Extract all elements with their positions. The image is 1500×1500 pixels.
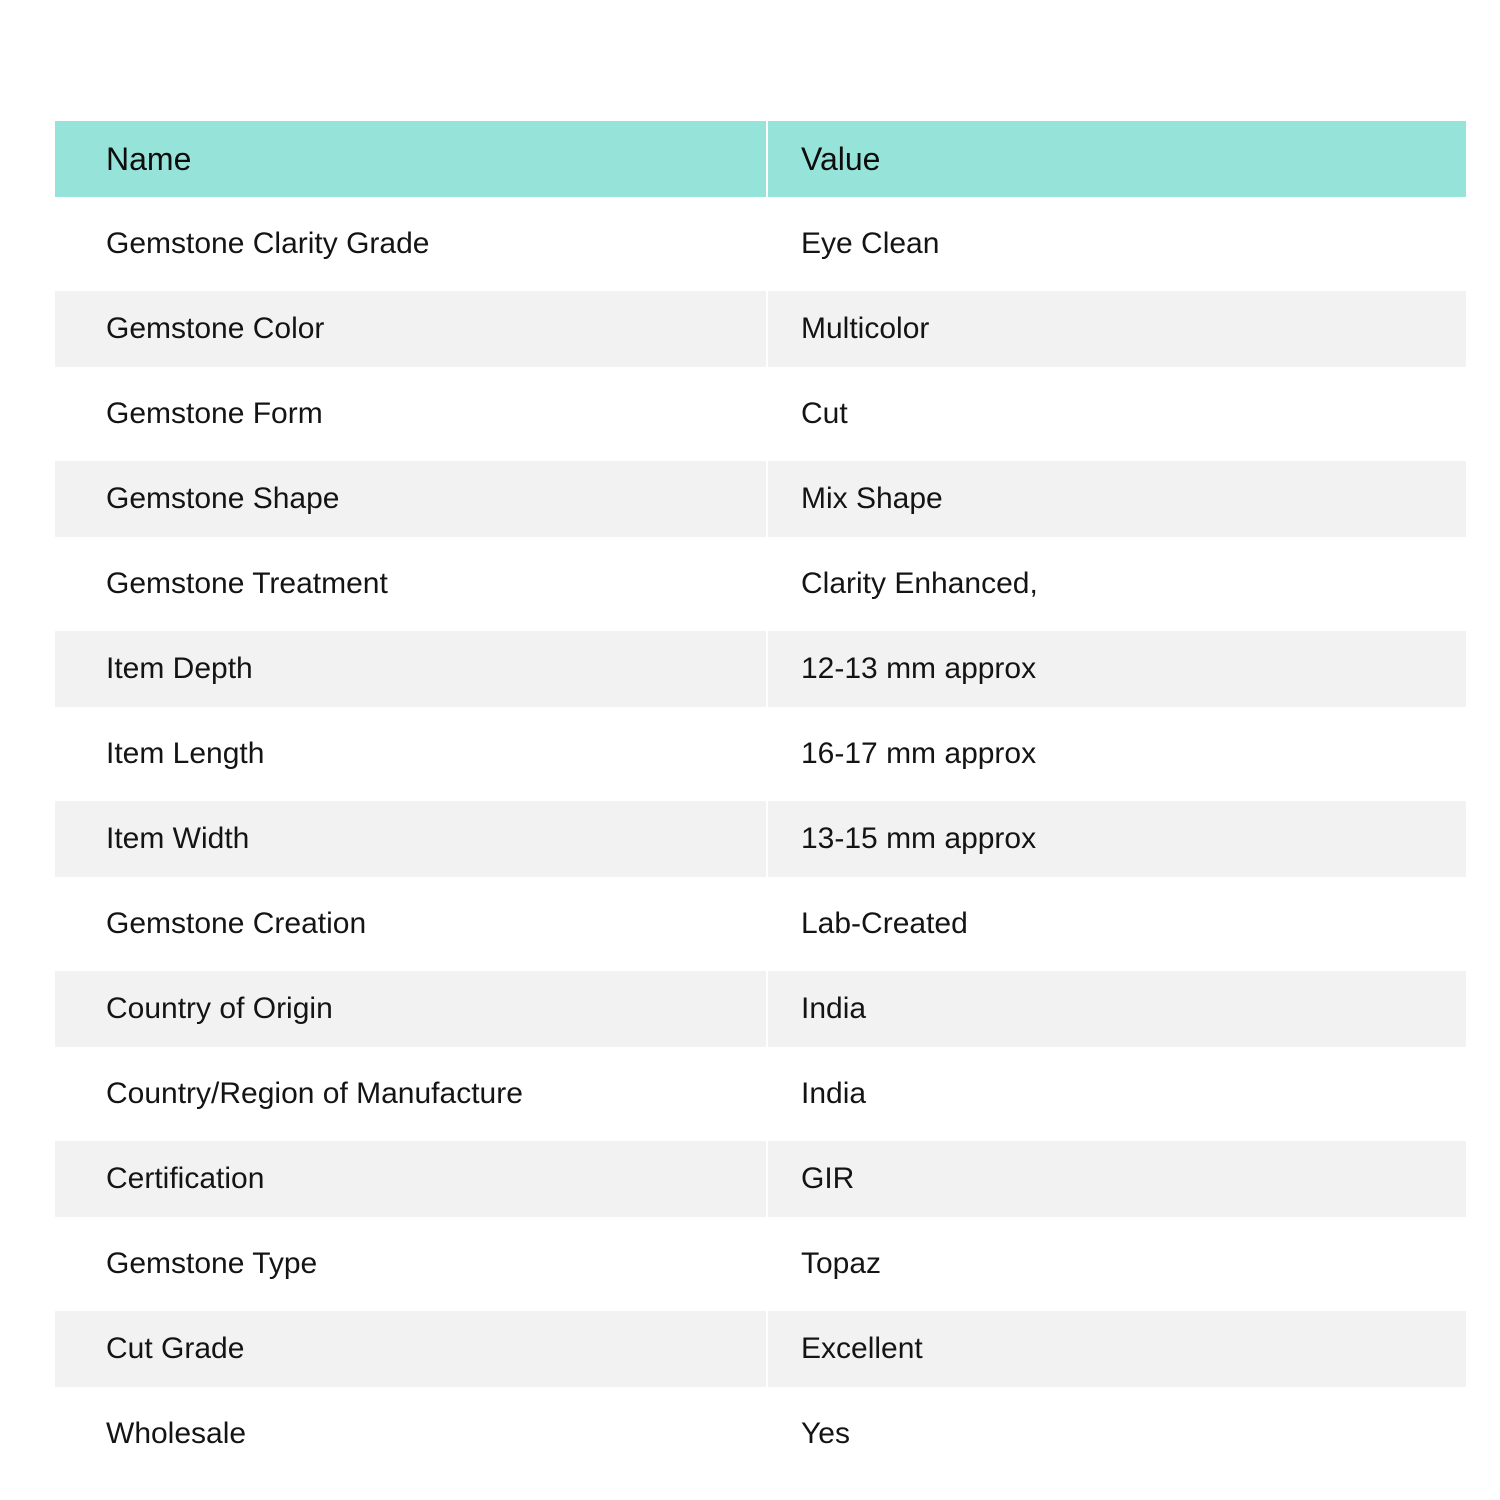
row-gap	[55, 1217, 1466, 1226]
row-name: Gemstone Treatment	[55, 546, 766, 622]
row-value: Cut	[768, 376, 1466, 452]
row-value: Lab-Created	[768, 886, 1466, 962]
row-name: Certification	[55, 1141, 766, 1217]
row-name: Item Depth	[55, 631, 766, 707]
spec-table	[55, 121, 1466, 1472]
row-value: Eye Clean	[768, 206, 1466, 282]
row-value: Excellent	[768, 1311, 1466, 1387]
row-gap	[55, 282, 1466, 291]
row-gap	[55, 1047, 1466, 1056]
row-value: 12-13 mm approx	[768, 631, 1466, 707]
row-gap	[55, 1387, 1466, 1396]
row-value: Yes	[768, 1396, 1466, 1472]
row-name: Gemstone Clarity Grade	[55, 206, 766, 282]
row-name: Gemstone Creation	[55, 886, 766, 962]
row-name: Gemstone Form	[55, 376, 766, 452]
row-gap	[55, 197, 1466, 206]
row-value: 13-15 mm approx	[768, 801, 1466, 877]
row-name: Item Width	[55, 801, 766, 877]
row-gap	[55, 1302, 1466, 1311]
row-value: 16-17 mm approx	[768, 716, 1466, 792]
row-name: Item Length	[55, 716, 766, 792]
row-gap	[55, 537, 1466, 546]
column-header-value: Value	[768, 121, 1466, 197]
row-value: Mix Shape	[768, 461, 1466, 537]
column-header-name: Name	[55, 121, 766, 197]
row-value: GIR	[768, 1141, 1466, 1217]
row-gap	[55, 877, 1466, 886]
row-gap	[55, 367, 1466, 376]
row-name: Gemstone Color	[55, 291, 766, 367]
row-name: Cut Grade	[55, 1311, 766, 1387]
row-gap	[55, 792, 1466, 801]
row-gap	[55, 622, 1466, 631]
row-value: Topaz	[768, 1226, 1466, 1302]
row-gap	[55, 452, 1466, 461]
row-value: Clarity Enhanced,	[768, 546, 1466, 622]
row-gap	[55, 962, 1466, 971]
row-name: Country of Origin	[55, 971, 766, 1047]
row-value: Multicolor	[768, 291, 1466, 367]
row-name: Wholesale	[55, 1396, 766, 1472]
row-name: Gemstone Type	[55, 1226, 766, 1302]
row-name: Gemstone Shape	[55, 461, 766, 537]
row-name: Country/Region of Manufacture	[55, 1056, 766, 1132]
row-gap	[55, 707, 1466, 716]
row-gap	[55, 1132, 1466, 1141]
row-value: India	[768, 1056, 1466, 1132]
row-value: India	[768, 971, 1466, 1047]
